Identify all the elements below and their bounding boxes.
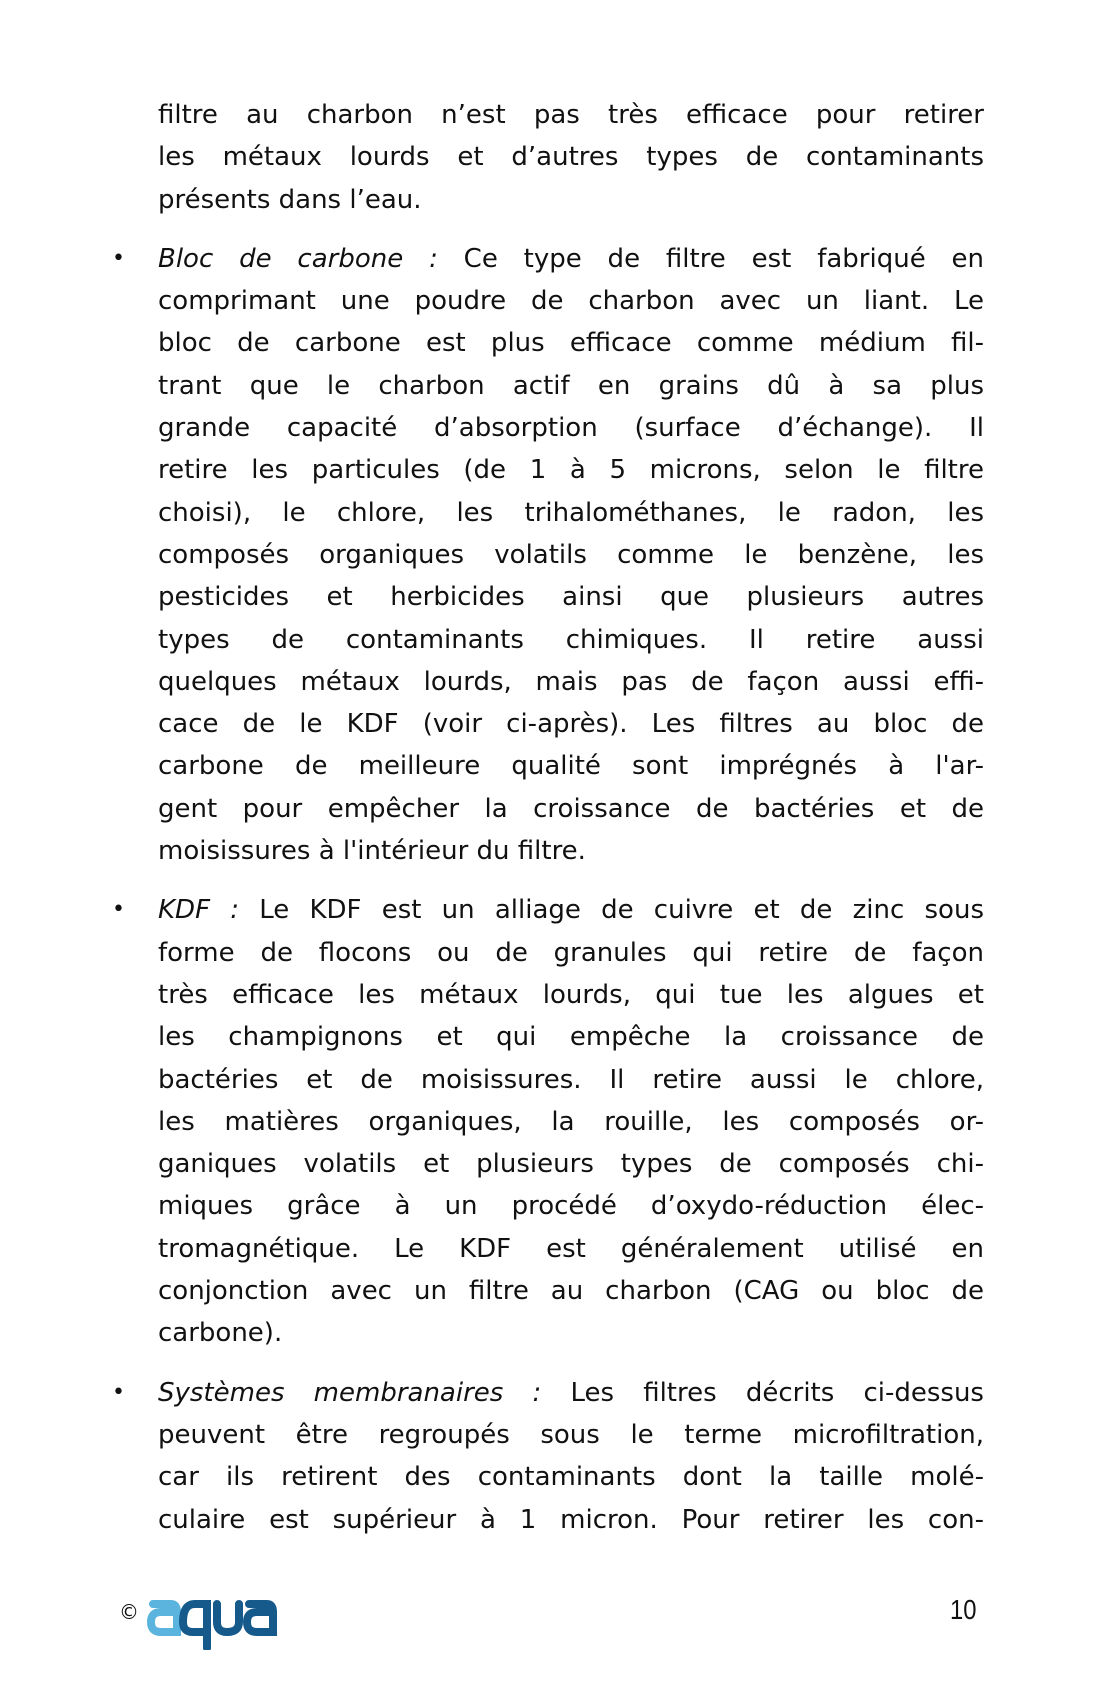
- text-line: [158, 238, 984, 280]
- text-line: carbone).: [158, 1318, 283, 1349]
- text-line: cace de le KDF (voir ci-après). Les filtres au bloc de: [158, 709, 984, 740]
- text-line: car ils retirent des contaminants dont la taille molé-: [158, 1462, 984, 1493]
- bullet-text: Les filtres décrits ci-dessus: [541, 1377, 984, 1408]
- text-line: peuvent être regroupés sous le terme microfiltration,: [158, 1419, 984, 1450]
- text-line: moisissures à l'intérieur du filtre.: [158, 836, 586, 867]
- bullet-term: KDF :: [158, 895, 240, 926]
- text-line: comprimant une poudre de charbon avec un liant. Le: [158, 286, 984, 317]
- text-line: culaire est supérieur à 1 micron. Pour retirer les con-: [158, 1504, 984, 1535]
- text-line: filtre au charbon n’est pas très efficace pour retirer: [158, 100, 984, 130]
- text-line: choisi), le chlore, les trihalométhanes, le radon, les: [158, 497, 984, 528]
- text-line: types de contaminants chimiques. Il retire aussi: [158, 624, 984, 655]
- text-line: les matières organiques, la rouille, les composés or-: [158, 1106, 984, 1137]
- text-line: trant que le charbon actif en grains dû à sa plus: [158, 370, 984, 401]
- text-line: miques grâce à un procédé d’oxydo-réduction élec-: [158, 1191, 984, 1222]
- bullet-text: Le KDF est un alliage de cuivre et de zinc sous: [239, 895, 984, 926]
- text-line: bloc de carbone est plus efficace comme médium fil-: [158, 328, 984, 359]
- page-body: [112, 94, 984, 1558]
- text-line: conjonction avec un filtre au charbon (CAG ou bloc de: [158, 1276, 984, 1307]
- bullet-icon: •: [112, 245, 125, 271]
- bullet-item: [112, 889, 984, 1354]
- text-line: gent pour empêcher la croissance de bactéries et de: [158, 793, 984, 824]
- text-line: pesticides et herbicides ainsi que plusieurs autres: [158, 582, 984, 613]
- text-line: présents dans l’eau.: [158, 184, 422, 215]
- text-line: grande capacité d’absorption (surface d’échange). Il: [158, 413, 984, 444]
- aqua-logo: [145, 1590, 295, 1650]
- intro-paragraph: [158, 94, 984, 221]
- bullet-text: Ce type de filtre est fabriqué en: [437, 243, 984, 274]
- text-line: les métaux lourds et d’autres types de contaminants: [158, 142, 984, 173]
- text-line: bactéries et de moisissures. Il retire aussi le chlore,: [158, 1064, 984, 1095]
- text-line: composés organiques volatils comme le benzène, les: [158, 539, 984, 570]
- text-line: retire les particules (de 1 à 5 microns, selon le filtre: [158, 455, 984, 486]
- page-number: 10: [950, 1594, 977, 1625]
- text-line: ganiques volatils et plusieurs types de composés chi-: [158, 1149, 984, 1180]
- bullet-icon: •: [112, 897, 125, 923]
- bullet-item: [112, 1372, 984, 1541]
- text-line: quelques métaux lourds, mais pas de façon aussi effi-: [158, 666, 984, 697]
- text-line: forme de flocons ou de granules qui retire de façon: [158, 937, 984, 968]
- bullet-item: [112, 238, 984, 872]
- text-line: tromagnétique. Le KDF est généralement utilisé en: [158, 1233, 984, 1264]
- bullet-term: Bloc de carbone :: [158, 243, 438, 274]
- text-line: [158, 1372, 984, 1414]
- text-line: les champignons et qui empêche la croissance de: [158, 1022, 984, 1053]
- bullet-term: Systèmes membranaires :: [158, 1377, 542, 1408]
- copyright-symbol: ©: [119, 1600, 139, 1624]
- text-line: carbone de meilleure qualité sont imprégnés à l'ar-: [158, 751, 984, 782]
- text-line: [158, 889, 984, 931]
- bullet-icon: •: [112, 1379, 125, 1405]
- text-line: très efficace les métaux lourds, qui tue les algues et: [158, 979, 984, 1010]
